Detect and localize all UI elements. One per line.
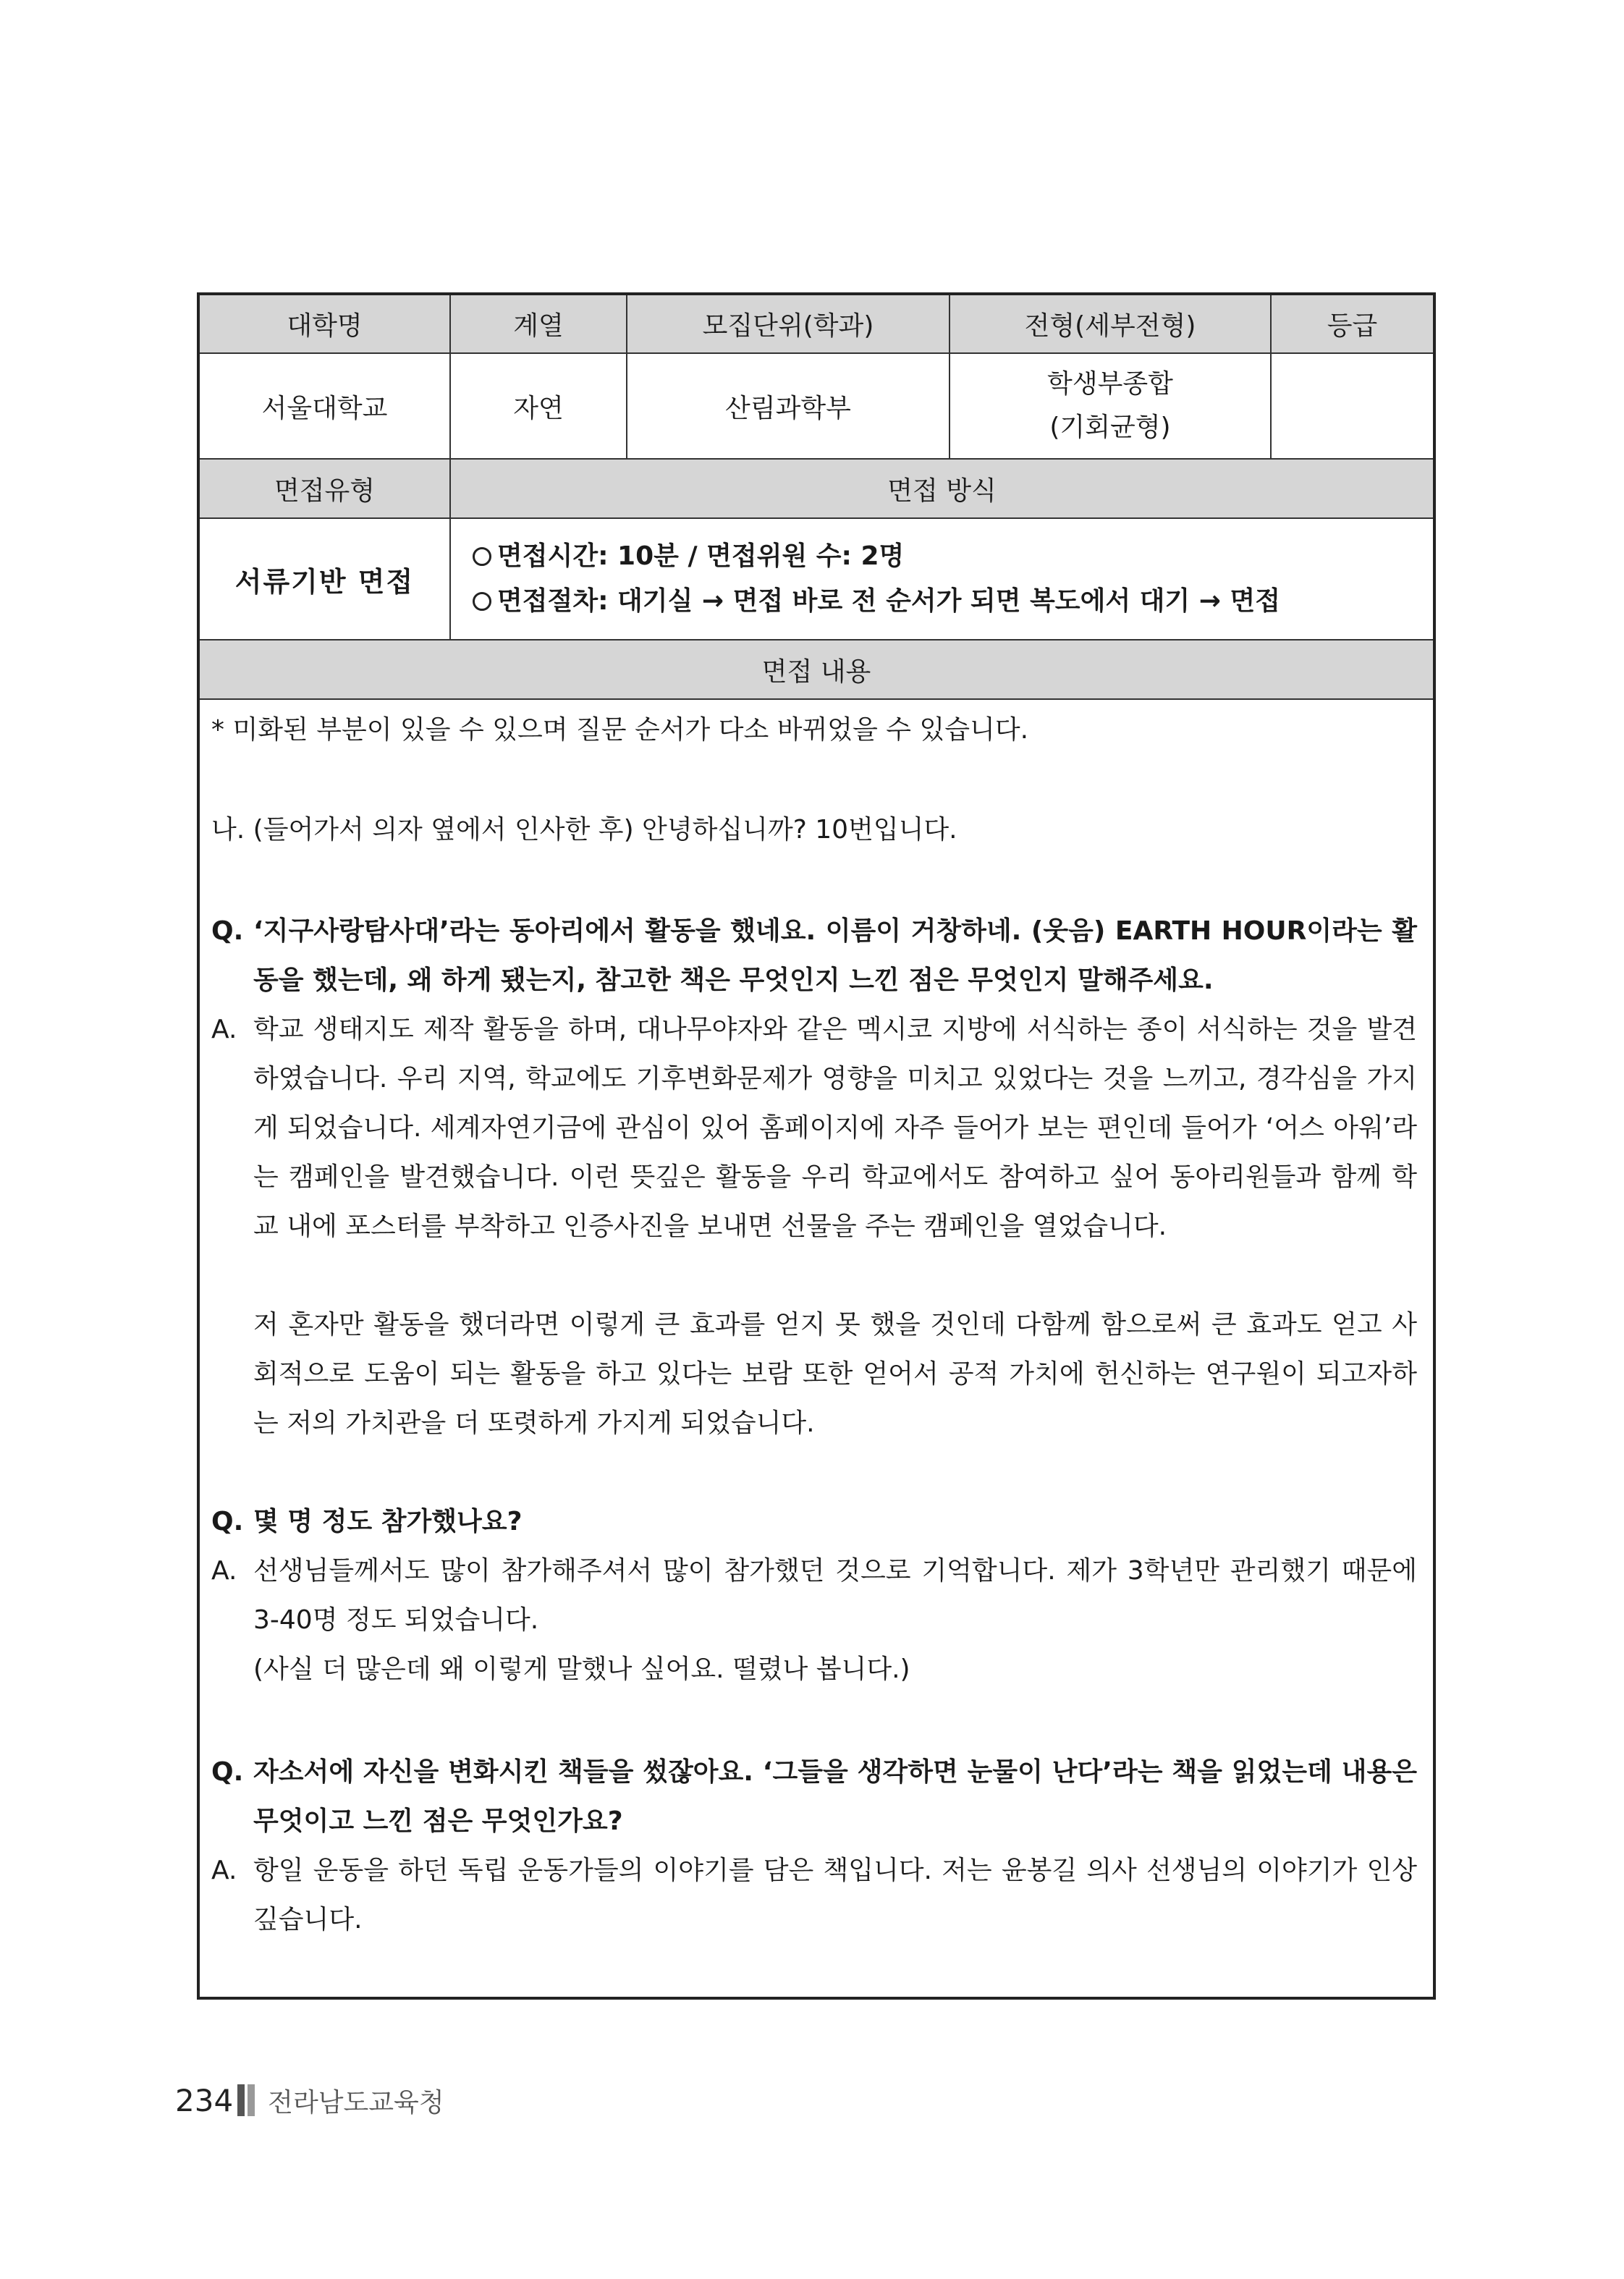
footer-organization: 전라남도교육청 [268, 2087, 444, 2118]
answer-2 [211, 1547, 1417, 1645]
question-2 [211, 1497, 1417, 1547]
circle-bullet-icon [473, 592, 491, 611]
question-text: 몇 명 정도 참가했나요? [253, 1507, 523, 1536]
a-label: A. [211, 1856, 237, 1885]
cell-field: 자연 [450, 353, 627, 459]
admission-line-2: (기회균형) [1049, 413, 1171, 442]
answer-text-continued: 저 혼자만 활동을 했더라면 이렇게 큰 효과를 얻지 못 했을 것인데 다함께 함으로써 큰 효과도 얻고 사회적으로 도움이 되는 활동을 하고 있다는 보람 또한 얻어서 공적 가치에 헌신하는 연구원이 되고자하는 저의 가치관을 더 또렷하게 가지게 되었습니다. [253, 1310, 1417, 1438]
content-header-row [198, 640, 1434, 699]
cell-department: 산림과학부 [627, 353, 950, 459]
interview-method-row [198, 518, 1434, 640]
answer-1-continued [211, 1301, 1417, 1448]
question-3 [211, 1748, 1417, 1846]
interview-method-value [450, 518, 1434, 640]
q-label: Q. [211, 916, 244, 946]
content-cell [198, 699, 1434, 1998]
interview-method-label: 면접 방식 [450, 459, 1434, 518]
answer-1 [211, 1005, 1417, 1251]
page-number: 234 [175, 2082, 234, 2118]
intro-line: 나. (들어가서 의자 옆에서 인사한 후) 안녕하십니까? 10번입니다. [211, 815, 957, 845]
table-header-row [198, 294, 1434, 353]
interview-header-row [198, 459, 1434, 518]
cell-university: 서울대학교 [198, 353, 450, 459]
footer-bar-dark [237, 2084, 245, 2116]
question-1 [211, 907, 1417, 1005]
circle-bullet-icon [473, 547, 491, 566]
interview-type-label: 면접유형 [198, 459, 450, 518]
question-text: ‘지구사랑탐사대’라는 동아리에서 활동을 했네요. 이름이 거창하네. (웃음) EARTH HOUR이라는 활동을 했는데, 왜 하게 됐는지, 참고한 책은 무엇인지 느낀 점은 무엇인지 말해주세요. [253, 916, 1417, 995]
footer-bar-light [248, 2084, 255, 2116]
admission-line-1: 학생부종합 [1047, 369, 1173, 399]
method-time-text: 면접시간: 10분 / 면접위원 수: 2명 [497, 541, 905, 571]
answer-text: 학교 생태지도 제작 활동을 하며, 대나무야자와 같은 멕시코 지방에 서식하는 종이 서식하는 것을 발견하였습니다. 우리 지역, 학교에도 기후변화문제가 영향을 미치고 있었다는 것을 느끼고, 경각심을 가지게 되었습니다. 세계자연기금에 관심이 있어 홈페이지에 자주 들어가 보는 편인데 들어가 ‘어스 아워’라는 캠페인을 발견했습니다. 이런 뜻깊은 활동을 우리 학교에서도 참여하고 싶어 동아리원들과 함께 학교 내에 포스터를 부착하고 인증사진을 보내면 선물을 주는 캠페인을 열었습니다. [253, 1015, 1417, 1241]
table-data-row [198, 353, 1434, 459]
question-text: 자소서에 자신을 변화시킨 책들을 썼잖아요. ‘그들을 생각하면 눈물이 난다’라는 책을 읽었는데 내용은 무엇이고 느낀 점은 무엇인가요? [253, 1757, 1417, 1836]
interview-type-value: 서류기반 면접 [198, 518, 450, 640]
disclaimer-note: * 미화된 부분이 있을 수 있으며 질문 순서가 다소 바뀌었을 수 있습니다. [211, 715, 1029, 745]
content-label: 면접 내용 [198, 640, 1434, 699]
q-label: Q. [211, 1507, 244, 1536]
method-line-time [473, 534, 1426, 579]
answer-text: 선생님들께서도 많이 참가해주셔서 많이 참가했던 것으로 기억합니다. 제가 3학년만 관리했기 때문에 3-40명 정도 되었습니다. [253, 1556, 1417, 1635]
page-footer [175, 2079, 444, 2122]
header-department: 모집단위(학과) [627, 294, 950, 353]
a-label: A. [211, 1556, 237, 1586]
header-admission: 전형(세부전형) [950, 294, 1271, 353]
header-grade: 등급 [1271, 294, 1434, 353]
cell-admission [950, 353, 1271, 459]
header-university: 대학명 [198, 294, 450, 353]
header-field: 계열 [450, 294, 627, 353]
method-procedure-text: 면접절차: 대기실 → 면접 바로 전 순서가 되면 복도에서 대기 → 면접 [497, 586, 1280, 616]
answer-text: 항일 운동을 하던 독립 운동가들의 이야기를 담은 책입니다. 저는 윤봉길 의사 선생님의 이야기가 인상 깊습니다. [253, 1856, 1417, 1935]
answer-2-aside [211, 1645, 1417, 1694]
content-row [198, 699, 1434, 1998]
interview-content [211, 700, 1417, 1997]
method-line-procedure [473, 579, 1426, 624]
cell-grade [1271, 353, 1434, 459]
q-label: Q. [211, 1757, 244, 1787]
interview-record-table [197, 292, 1436, 2000]
answer-aside-text: (사실 더 많은데 왜 이렇게 말했나 싶어요. 떨렸나 봅니다.) [253, 1654, 910, 1684]
answer-3 [211, 1846, 1417, 1945]
a-label: A. [211, 1015, 237, 1044]
